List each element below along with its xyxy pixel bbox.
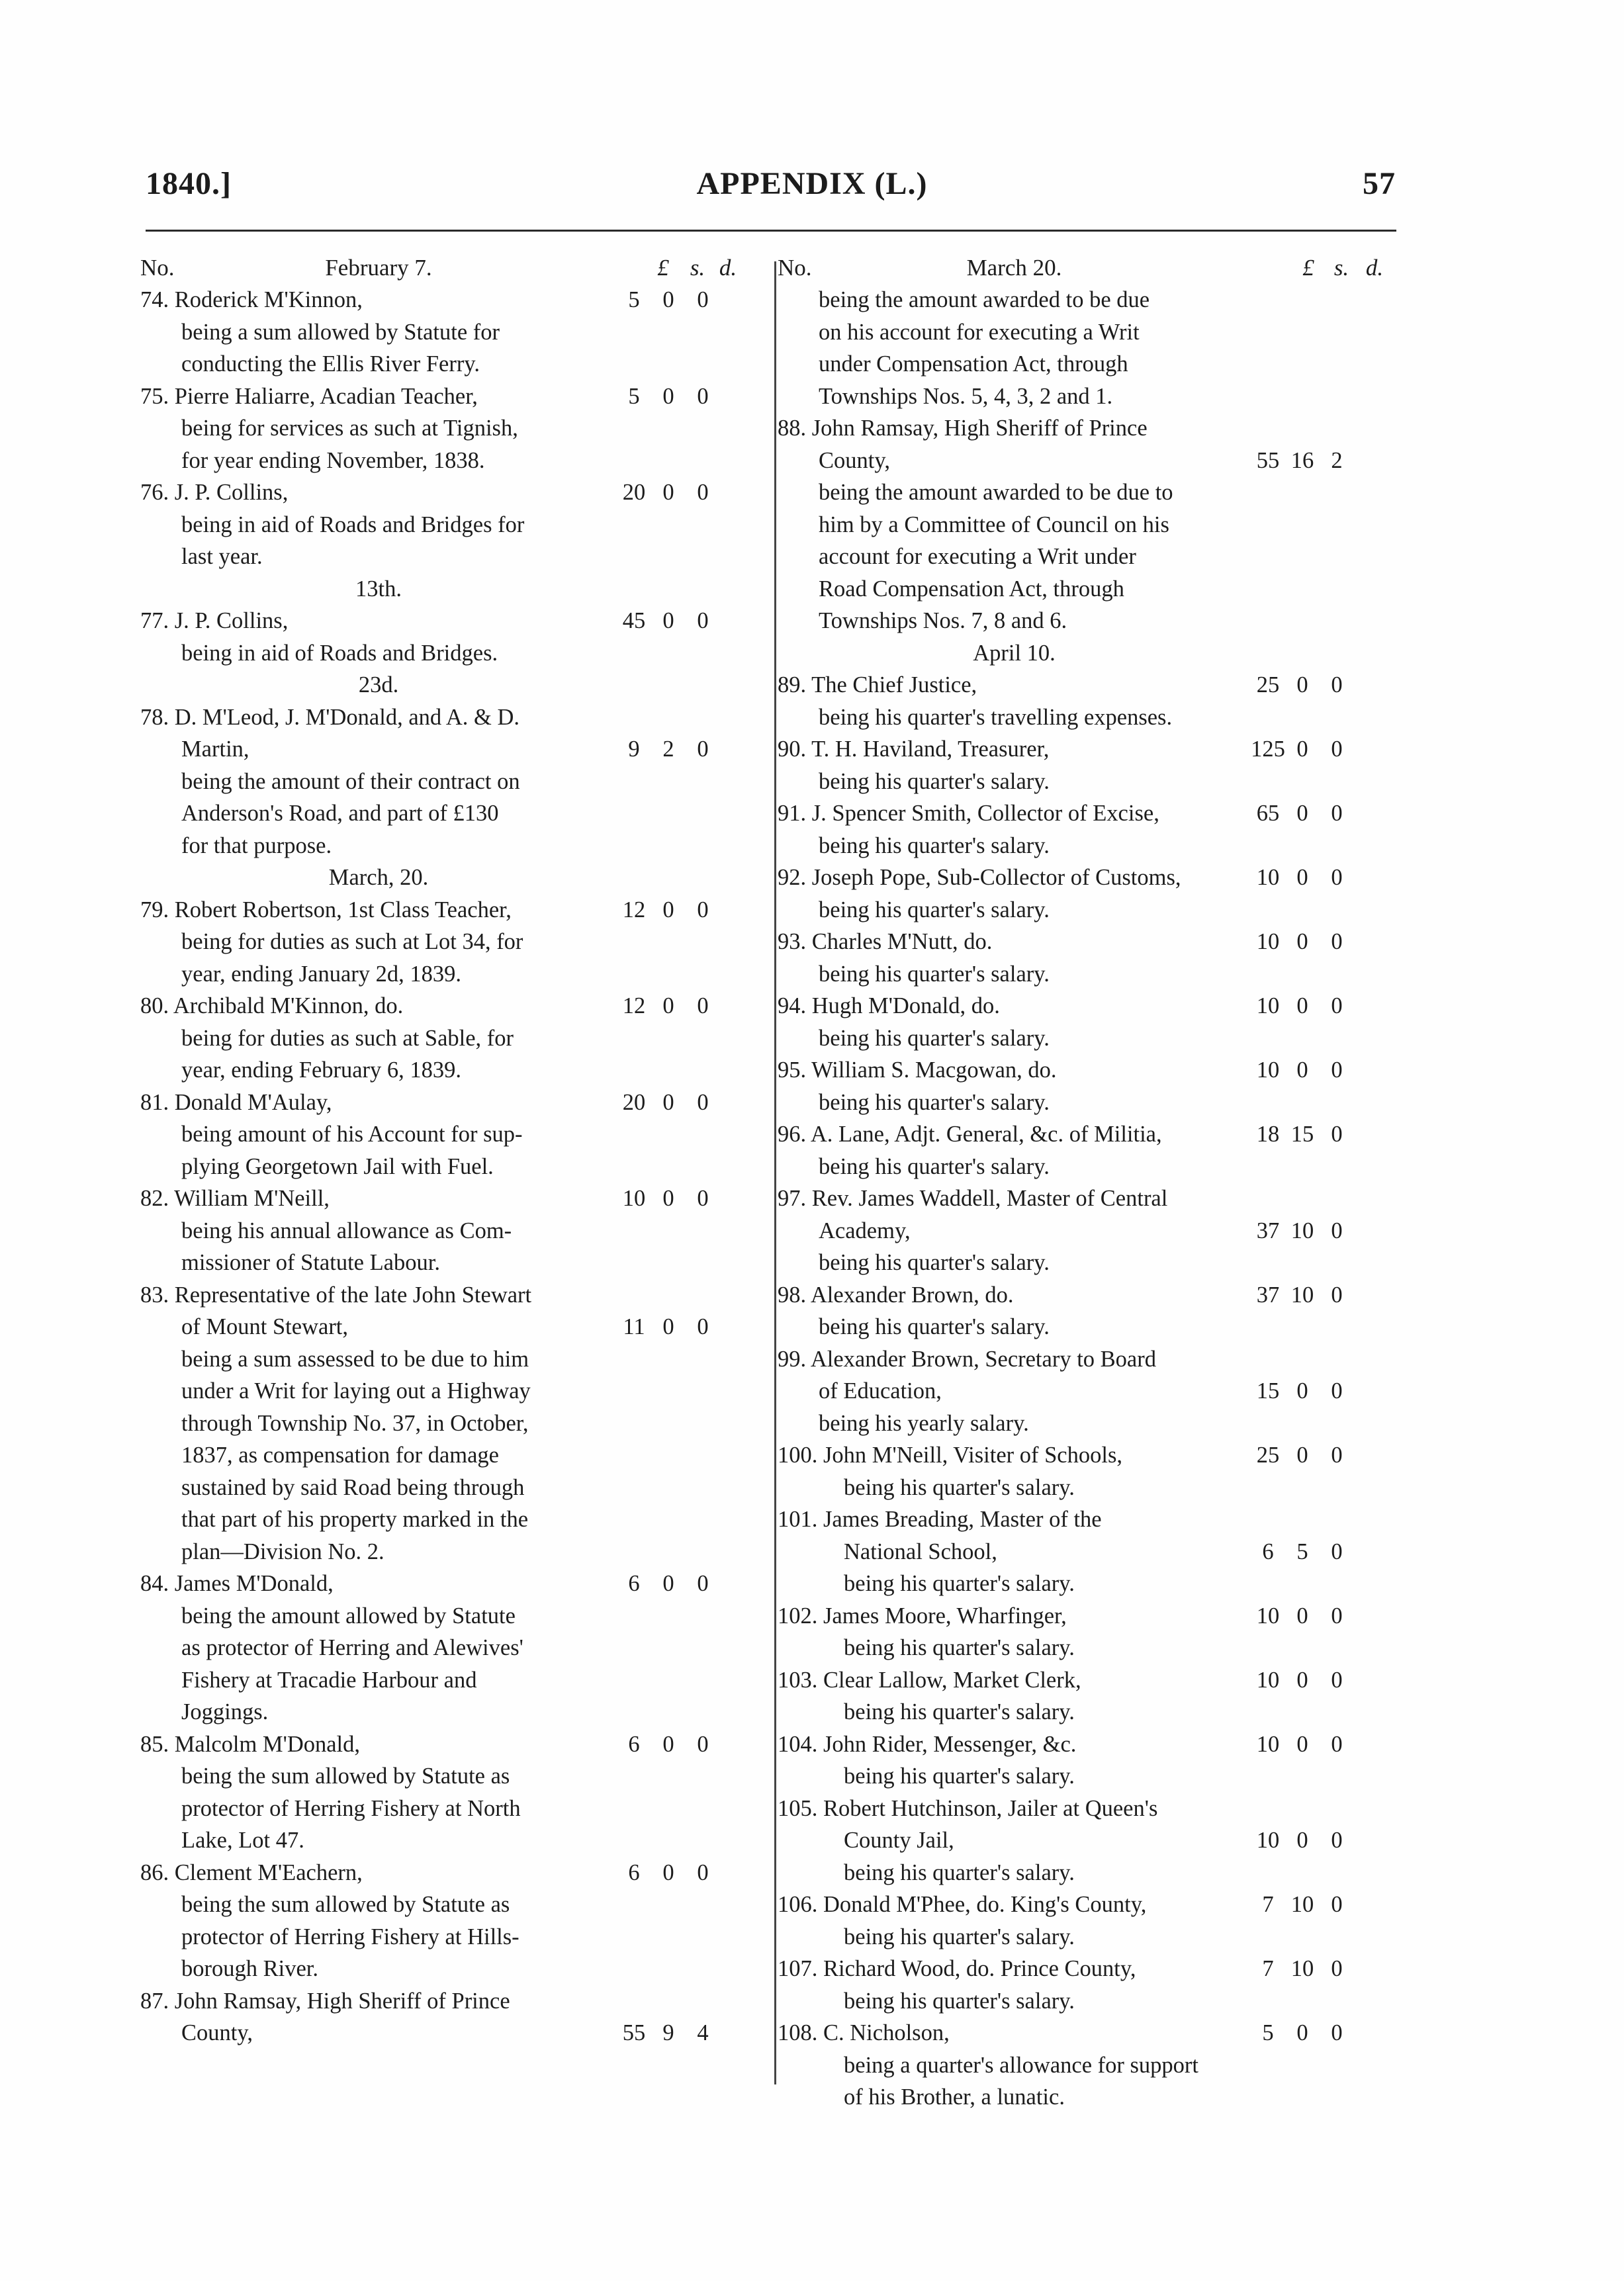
entry-payee: 100. John M'Neill, Visiter of Schools,: [778, 1443, 1123, 1468]
entry-description: Joggings.: [181, 1699, 269, 1724]
entry-description: being his annual allowance as Com-: [181, 1218, 512, 1243]
amount-pounds: 55: [1256, 447, 1280, 473]
ledger-entry: [778, 1279, 1396, 1343]
entry-payee: 93. Charles M'Nutt, do.: [778, 929, 993, 954]
ledger-entry: [140, 605, 772, 669]
entry-description: sustained by said Road being through: [181, 1474, 525, 1500]
amount-pence: 0: [697, 608, 709, 633]
amount-pounds: 18: [1256, 1122, 1280, 1147]
amount-pounds: 10: [1256, 1603, 1280, 1629]
date-heading: April 10.: [973, 640, 1056, 666]
amount-pence: 0: [1331, 1057, 1343, 1083]
entry-description: National School,: [844, 1539, 997, 1564]
ledger-entry: [778, 1343, 1396, 1440]
amount-pounds: 10: [1256, 993, 1280, 1018]
amount-pounds: 11: [623, 1314, 645, 1339]
entry-description: being his quarter's salary.: [819, 1089, 1050, 1115]
amount-shillings: 0: [1296, 672, 1308, 697]
ledger-entry: [140, 476, 772, 573]
amount-pounds: 20: [622, 1089, 646, 1115]
entry-description: being his quarter's salary.: [819, 1250, 1050, 1275]
amount-pence: 0: [1331, 1956, 1343, 1981]
entry-description: being his quarter's salary.: [819, 768, 1050, 794]
ledger-entry: [778, 284, 1396, 412]
amount-shillings: 0: [1296, 1378, 1308, 1404]
entry-payee: 103. Clear Lallow, Market Clerk,: [778, 1667, 1081, 1693]
amount-pounds: 10: [1256, 1667, 1280, 1693]
amount-shillings: 0: [1296, 737, 1308, 762]
amount-shillings: 0: [1296, 1057, 1308, 1083]
entry-payee: 77. J. P. Collins,: [140, 608, 289, 633]
ledger-entry: [140, 1568, 772, 1728]
amount-pence: 0: [1331, 1603, 1343, 1629]
ledger-entry: [778, 1664, 1396, 1728]
entry-payee: 102. James Moore, Wharfinger,: [778, 1603, 1067, 1629]
entry-payee: 105. Robert Hutchinson, Jailer at Queen's: [778, 1795, 1158, 1821]
entry-payee: 81. Donald M'Aulay,: [140, 1089, 332, 1115]
entry-description: Road Compensation Act, through: [819, 576, 1124, 602]
entry-description: being his quarter's salary.: [819, 1025, 1050, 1051]
entry-description: being his quarter's salary.: [819, 961, 1050, 987]
entry-description: County,: [181, 2020, 253, 2045]
column-separator: [774, 261, 776, 2084]
entry-description: being his quarter's salary.: [819, 832, 1050, 858]
amount-shillings: 15: [1290, 1122, 1314, 1147]
ledger-entry: [140, 1087, 772, 1183]
entry-description: of Education,: [819, 1378, 942, 1404]
entry-description: County,: [819, 447, 890, 473]
entry-payee: 90. T. H. Haviland, Treasurer,: [778, 737, 1050, 762]
left-entries: [140, 284, 772, 2049]
amount-pence: 2: [1331, 447, 1343, 473]
entry-description: under a Writ for laying out a Highway: [181, 1378, 531, 1404]
ledger-entry: [140, 894, 772, 991]
date-heading: March, 20.: [328, 865, 429, 890]
entry-description: 1837, as compensation for damage: [181, 1443, 499, 1468]
column-header-shillings: s.: [690, 255, 705, 281]
entry-description: conducting the Ellis River Ferry.: [181, 351, 480, 377]
entry-description: plying Georgetown Jail with Fuel.: [181, 1153, 494, 1179]
amount-shillings: 0: [1296, 1828, 1308, 1853]
entry-description: being the sum allowed by Statute as: [181, 1764, 510, 1789]
amount-pounds: 12: [622, 897, 646, 922]
amount-shillings: 0: [1296, 865, 1308, 890]
entry-description: that part of his property marked in the: [181, 1507, 529, 1532]
entry-payee: 80. Archibald M'Kinnon, do.: [140, 993, 404, 1018]
entry-description: of his Brother, a lunatic.: [844, 2084, 1065, 2110]
entry-description: being the sum allowed by Statute as: [181, 1892, 510, 1917]
entry-payee: 74. Roderick M'Kinnon,: [140, 287, 363, 312]
entry-description: Martin,: [181, 737, 249, 762]
amount-pounds: 5: [628, 383, 640, 409]
column-header-shillings: s.: [1333, 255, 1349, 281]
entry-description: being amount of his Account for sup-: [181, 1122, 523, 1147]
entry-payee: 107. Richard Wood, do. Prince County,: [778, 1956, 1136, 1981]
header-rule: [146, 230, 1396, 232]
amount-pounds: 45: [622, 608, 646, 633]
amount-shillings: 0: [662, 1089, 674, 1115]
entry-description: being his quarter's salary.: [844, 1474, 1075, 1500]
entry-description: plan—Division No. 2.: [181, 1539, 384, 1564]
amount-pounds: 5: [628, 287, 640, 312]
amount-shillings: 0: [1296, 1731, 1308, 1757]
ledger-entry: [140, 1985, 772, 2049]
amount-pounds: 25: [1256, 1443, 1280, 1468]
entry-description: year, ending January 2d, 1839.: [181, 961, 462, 987]
column-header-pence: d.: [719, 255, 737, 281]
amount-pounds: 10: [622, 1186, 646, 1211]
amount-pence: 0: [697, 1731, 709, 1757]
date-heading: 23d.: [358, 672, 399, 697]
entry-description: being in aid of Roads and Bridges for: [181, 512, 525, 537]
amount-shillings: 0: [1296, 1603, 1308, 1629]
entry-description: being his quarter's salary.: [819, 1314, 1050, 1339]
left-column: [140, 251, 772, 2049]
entry-payee: 104. John Rider, Messenger, &c.: [778, 1731, 1077, 1757]
entry-payee: 85. Malcolm M'Donald,: [140, 1731, 361, 1757]
amount-shillings: 0: [1296, 2020, 1308, 2045]
entry-payee: 78. D. M'Leod, J. M'Donald, and A. & D.: [140, 704, 520, 730]
entry-description: being for services as such at Tignish,: [181, 416, 518, 441]
ledger-entry: [140, 1183, 772, 1279]
amount-pence: 0: [697, 993, 709, 1018]
ledger-entry: [778, 1503, 1396, 1600]
amount-pence: 0: [697, 1571, 709, 1596]
amount-shillings: 0: [662, 993, 674, 1018]
date-heading: 13th.: [355, 576, 402, 602]
entry-description: being for duties as such at Lot 34, for: [181, 929, 523, 954]
entry-description: being his yearly salary.: [819, 1410, 1029, 1436]
amount-pence: 0: [1331, 1539, 1343, 1564]
entry-description: Fishery at Tracadie Harbour and: [181, 1667, 477, 1693]
amount-pounds: 10: [1256, 865, 1280, 890]
ledger-entry: [140, 701, 772, 862]
entry-payee: 88. John Ramsay, High Sheriff of Prince: [778, 416, 1148, 441]
amount-shillings: 0: [662, 897, 674, 922]
entry-description: being his quarter's salary.: [844, 1635, 1075, 1660]
ledger-entry: [778, 1118, 1396, 1183]
column-header-date: February 7.: [325, 255, 432, 281]
ledger-entry: [778, 733, 1396, 797]
amount-shillings: 0: [662, 1314, 674, 1339]
entry-description: Academy,: [819, 1218, 911, 1243]
running-head-title: APPENDIX (L.): [696, 166, 928, 201]
amount-pounds: 6: [628, 1571, 640, 1596]
entry-description: protector of Herring Fishery at Hills-: [181, 1924, 519, 1949]
amount-pounds: 7: [1262, 1892, 1274, 1917]
entry-payee: 99. Alexander Brown, Secretary to Board: [778, 1346, 1156, 1372]
ledger-entry: [778, 797, 1396, 862]
ledger-entry: [140, 990, 772, 1087]
amount-pounds: 7: [1262, 1956, 1274, 1981]
amount-pence: 0: [1331, 1122, 1343, 1147]
amount-pence: 0: [697, 287, 709, 312]
column-header-pence: d.: [1365, 255, 1384, 281]
ledger-entry: [778, 990, 1396, 1054]
amount-shillings: 2: [662, 737, 674, 762]
amount-pounds: 6: [628, 1731, 640, 1757]
entry-description: being the amount awarded to be due to: [819, 480, 1173, 505]
entry-description: Anderson's Road, and part of £130: [181, 801, 499, 826]
entry-payee: 98. Alexander Brown, do.: [778, 1282, 1014, 1308]
entry-description: being the amount of their contract on: [181, 768, 520, 794]
entry-description: being his quarter's salary.: [844, 1764, 1075, 1789]
ledger-entry: [778, 862, 1396, 926]
entry-description: County Jail,: [844, 1828, 954, 1853]
entry-payee: being the amount awarded to be due: [819, 287, 1150, 312]
entry-payee: 97. Rev. James Waddell, Master of Central: [778, 1186, 1168, 1211]
amount-shillings: 0: [662, 1571, 674, 1596]
entry-payee: 96. A. Lane, Adjt. General, &c. of Militia,: [778, 1122, 1162, 1147]
entry-payee: 86. Clement M'Eachern,: [140, 1859, 363, 1885]
entry-payee: 87. John Ramsay, High Sheriff of Prince: [140, 1988, 510, 2014]
ledger-entry: [778, 1600, 1396, 1664]
amount-pence: 0: [1331, 1378, 1343, 1404]
amount-shillings: 10: [1290, 1218, 1314, 1243]
amount-shillings: 0: [662, 1186, 674, 1211]
entry-payee: 89. The Chief Justice,: [778, 672, 977, 697]
column-header-pounds: £: [657, 255, 669, 281]
entry-payee: 95. William S. Macgowan, do.: [778, 1057, 1057, 1083]
amount-pounds: 5: [1262, 2020, 1274, 2045]
ledger-entry: [140, 1857, 772, 1985]
right-column-header: [778, 251, 1396, 284]
amount-pounds: 65: [1256, 801, 1280, 826]
entry-description: being his quarter's salary.: [844, 1699, 1075, 1724]
amount-shillings: 0: [1296, 1443, 1308, 1468]
ledger-entry: [778, 926, 1396, 990]
amount-shillings: 16: [1290, 447, 1314, 473]
amount-pence: 0: [1331, 1218, 1343, 1243]
right-column: [778, 251, 1396, 2114]
left-column-header: [140, 251, 772, 284]
entry-description: being in aid of Roads and Bridges.: [181, 640, 498, 666]
entry-description: being his quarter's salary.: [819, 1153, 1050, 1179]
entry-description: borough River.: [181, 1956, 318, 1981]
entry-description: him by a Committee of Council on his: [819, 512, 1169, 537]
entry-description: as protector of Herring and Alewives': [181, 1635, 523, 1660]
amount-pence: 0: [697, 383, 709, 409]
amount-shillings: 0: [1296, 993, 1308, 1018]
entry-payee: 82. William M'Neill,: [140, 1186, 330, 1211]
entry-description: on his account for executing a Writ: [819, 319, 1140, 345]
entry-description: being his quarter's salary.: [844, 1571, 1075, 1596]
amount-shillings: 0: [662, 480, 674, 505]
entry-description: being a sum assessed to be due to him: [181, 1346, 529, 1372]
entry-description: year, ending February 6, 1839.: [181, 1057, 462, 1083]
entry-description: being a sum allowed by Statute for: [181, 319, 500, 345]
amount-pounds: 10: [1256, 1731, 1280, 1757]
amount-pence: 0: [1331, 737, 1343, 762]
amount-pounds: 25: [1256, 672, 1280, 697]
amount-pence: 4: [697, 2020, 709, 2045]
entry-description: for year ending November, 1838.: [181, 447, 485, 473]
column-header-date: March 20.: [966, 255, 1062, 281]
amount-pounds: 37: [1256, 1282, 1280, 1308]
ledger-entry: [778, 1183, 1396, 1279]
running-head-year: 1840.]: [146, 166, 232, 201]
amount-pence: 0: [1331, 672, 1343, 697]
ledger-entry: [778, 1889, 1396, 1953]
ledger-entry: [778, 1439, 1396, 1503]
amount-pounds: 37: [1256, 1218, 1280, 1243]
ledger-entry: [778, 1953, 1396, 2017]
amount-pence: 0: [1331, 929, 1343, 954]
ledger-entry: [140, 1728, 772, 1857]
entry-description: last year.: [181, 544, 263, 569]
entry-description: Townships Nos. 7, 8 and 6.: [819, 608, 1067, 633]
entry-description: being his quarter's salary.: [819, 897, 1050, 922]
amount-pounds: 6: [628, 1859, 640, 1885]
column-header-pounds: £: [1302, 255, 1314, 281]
entry-payee: 76. J. P. Collins,: [140, 480, 289, 505]
ledger-entry: [778, 412, 1396, 637]
column-header-no: No.: [140, 255, 175, 281]
amount-pence: 0: [1331, 1892, 1343, 1917]
entry-payee: 101. James Breading, Master of the: [778, 1507, 1102, 1532]
amount-pounds: 55: [622, 2020, 646, 2045]
ledger-entry: [778, 669, 1396, 733]
amount-pence: 0: [697, 1186, 709, 1211]
entry-payee: 106. Donald M'Phee, do. King's County,: [778, 1892, 1147, 1917]
amount-shillings: 0: [1296, 801, 1308, 826]
amount-pence: 0: [1331, 1443, 1343, 1468]
entry-description: being his quarter's salary.: [844, 1924, 1075, 1949]
amount-pence: 0: [697, 897, 709, 922]
amount-pence: 0: [1331, 801, 1343, 826]
amount-shillings: 0: [662, 608, 674, 633]
amount-shillings: 0: [662, 287, 674, 312]
amount-shillings: 10: [1290, 1956, 1314, 1981]
amount-pence: 0: [1331, 2020, 1343, 2045]
entry-description: through Township No. 37, in October,: [181, 1410, 529, 1436]
amount-shillings: 5: [1296, 1539, 1308, 1564]
entry-payee: 75. Pierre Haliarre, Acadian Teacher,: [140, 383, 478, 409]
amount-shillings: 0: [1296, 1667, 1308, 1693]
ledger-entry: [778, 1728, 1396, 1793]
entry-description: for that purpose.: [181, 832, 332, 858]
entry-payee: 92. Joseph Pope, Sub-Collector of Customs,: [778, 865, 1181, 890]
entry-description: being the amount allowed by Statute: [181, 1603, 516, 1629]
entry-payee: 108. C. Nicholson,: [778, 2020, 950, 2045]
right-entries: [778, 284, 1396, 2114]
entry-description: being his quarter's travelling expenses.: [819, 704, 1173, 730]
entry-description: being his quarter's salary.: [844, 1988, 1075, 2014]
amount-pounds: 10: [1256, 929, 1280, 954]
ledger-entry: [778, 1054, 1396, 1118]
column-header-no: No.: [778, 255, 812, 281]
entry-description: being his quarter's salary.: [844, 1859, 1075, 1885]
amount-pounds: 125: [1251, 737, 1285, 762]
amount-pence: 0: [697, 480, 709, 505]
entry-description: Lake, Lot 47.: [181, 1828, 304, 1853]
ledger-entry: [778, 1793, 1396, 1889]
entry-description: of Mount Stewart,: [181, 1314, 349, 1339]
entry-payee: 94. Hugh M'Donald, do.: [778, 993, 1000, 1018]
amount-pounds: 12: [622, 993, 646, 1018]
amount-shillings: 0: [662, 1859, 674, 1885]
entry-description: protector of Herring Fishery at North: [181, 1795, 521, 1821]
amount-pence: 0: [697, 737, 709, 762]
amount-pounds: 15: [1256, 1378, 1280, 1404]
amount-shillings: 0: [1296, 929, 1308, 954]
amount-pence: 0: [1331, 1282, 1343, 1308]
amount-shillings: 10: [1290, 1282, 1314, 1308]
amount-shillings: 0: [662, 1731, 674, 1757]
amount-shillings: 9: [662, 2020, 674, 2045]
page-number: 57: [1363, 166, 1396, 201]
amount-pounds: 9: [628, 737, 640, 762]
entry-description: account for executing a Writ under: [819, 544, 1136, 569]
ledger-entry: [140, 1279, 772, 1568]
amount-pence: 0: [1331, 1731, 1343, 1757]
entry-description: being a quarter's allowance for support: [844, 2052, 1198, 2078]
amount-pounds: 10: [1256, 1057, 1280, 1083]
amount-shillings: 10: [1290, 1892, 1314, 1917]
amount-pounds: 10: [1256, 1828, 1280, 1853]
entry-description: missioner of Statute Labour.: [181, 1250, 440, 1275]
ledger-entry: [140, 380, 772, 477]
amount-pence: 0: [1331, 1667, 1343, 1693]
ledger-entry: [140, 284, 772, 380]
entry-description: under Compensation Act, through: [819, 351, 1128, 377]
entry-payee: 79. Robert Robertson, 1st Class Teacher,: [140, 897, 512, 922]
amount-pence: 0: [697, 1089, 709, 1115]
amount-shillings: 0: [662, 383, 674, 409]
amount-pence: 0: [1331, 865, 1343, 890]
amount-pence: 0: [697, 1314, 709, 1339]
entry-payee: 91. J. Spencer Smith, Collector of Excise,: [778, 801, 1159, 826]
amount-pounds: 6: [1262, 1539, 1274, 1564]
entry-description: Townships Nos. 5, 4, 3, 2 and 1.: [819, 383, 1113, 409]
entry-description: being for duties as such at Sable, for: [181, 1025, 514, 1051]
entry-payee: 83. Representative of the late John Stewart: [140, 1282, 532, 1308]
entry-payee: 84. James M'Donald,: [140, 1571, 334, 1596]
amount-pence: 0: [1331, 1828, 1343, 1853]
ledger-entry: [778, 2017, 1396, 2114]
amount-pence: 0: [1331, 993, 1343, 1018]
amount-pence: 0: [697, 1859, 709, 1885]
amount-pounds: 20: [622, 480, 646, 505]
